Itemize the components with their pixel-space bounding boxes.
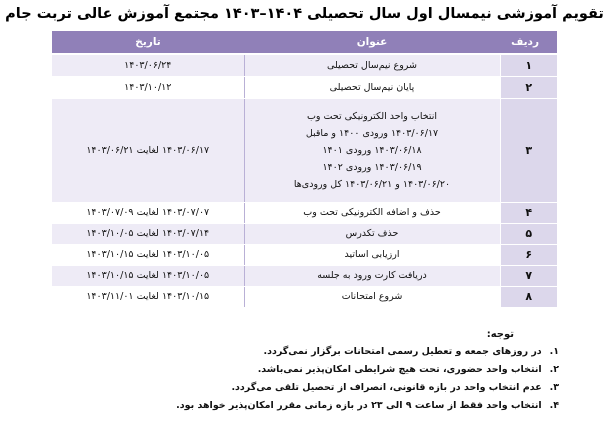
table-row bbox=[52, 244, 557, 265]
row-num: ۴ bbox=[500, 202, 557, 223]
header-date: تاریخ bbox=[52, 31, 244, 54]
calendar-table bbox=[52, 31, 557, 308]
row-num: ۶ bbox=[500, 244, 557, 265]
note-number: ۴. bbox=[549, 400, 559, 411]
row-subject: پایان نیم‌سال تحصیلی bbox=[244, 76, 500, 98]
row-num: ۱ bbox=[500, 54, 557, 76]
row-num: ۵ bbox=[500, 223, 557, 244]
table-row bbox=[52, 76, 557, 98]
table-header-row bbox=[52, 31, 557, 54]
note-item bbox=[139, 379, 559, 397]
subject-line: ۱۴۰۳/۰۶/۱۷ ورودی ۱۴۰۰ و ماقبل bbox=[305, 127, 439, 139]
page-title: تقویم آموزشی نیمسال اول سال تحصیلی ۱۴۰۴–۱۴۰۳ مجتمع آموزش عالی تربت جام bbox=[5, 6, 604, 22]
note-text: انتخاب واحد حضوری، تحت هیچ شرایطی امکان‌پذیر نمی‌باشد. bbox=[257, 364, 542, 375]
row-num: ۷ bbox=[500, 265, 557, 286]
note-text: در روزهای جمعه و تعطیل رسمی امتحانات برگزار نمی‌گردد. bbox=[263, 346, 542, 357]
row-subject: شروع نیم‌سال تحصیلی bbox=[244, 54, 500, 76]
row-subject: حذف تکدرس bbox=[244, 223, 500, 244]
row-date: ۱۴۰۳/۱۰/۱۵ لغایت ۱۴۰۳/۱۱/۰۱ bbox=[52, 286, 244, 307]
note-text: عدم انتخاب واحد در بازه قانونی، انصراف از تحصیل تلقی می‌گردد. bbox=[231, 382, 542, 393]
subject-line: ۱۴۰۳/۰۶/۲۰ و ۱۴۰۳/۰۶/۲۱ کل ورودی‌ها bbox=[293, 178, 451, 190]
header-num: ردیف bbox=[500, 31, 557, 54]
row-num: ۸ bbox=[500, 286, 557, 307]
table-row bbox=[52, 223, 557, 244]
row-num: ۲ bbox=[500, 76, 557, 98]
note-item bbox=[139, 361, 559, 379]
row-subject: شروع امتحانات bbox=[244, 286, 500, 307]
row-date: ۱۴۰۳/۰۷/۰۷ لغایت ۱۴۰۳/۰۷/۰۹ bbox=[52, 202, 244, 223]
table-row bbox=[52, 286, 557, 307]
row-subject: حذف و اضافه الکترونیکی تحت وب bbox=[244, 202, 500, 223]
row-date: ۱۴۰۳/۱۰/۱۲ bbox=[52, 76, 244, 98]
row-date: ۱۴۰۳/۰۶/۲۴ bbox=[52, 54, 244, 76]
table-row bbox=[52, 98, 557, 202]
row-subject: ارزیابی اساتید bbox=[244, 244, 500, 265]
note-text: انتخاب واحد فقط از ساعت ۹ الی ۲۳ در بازه زمانی مقرر امکان‌پذیر خواهد بود. bbox=[176, 400, 542, 411]
row-subject: دریافت کارت ورود به جلسه bbox=[244, 265, 500, 286]
row-date: ۱۴۰۳/۱۰/۰۵ لغایت ۱۴۰۳/۱۰/۱۵ bbox=[52, 265, 244, 286]
table-row bbox=[52, 265, 557, 286]
note-item bbox=[139, 343, 559, 361]
note-number: ۱. bbox=[549, 346, 559, 357]
subject-line: انتخاب واحد الکترونیکی تحت وب bbox=[306, 110, 438, 122]
table-row bbox=[52, 54, 557, 76]
note-item bbox=[139, 397, 559, 415]
note-number: ۲. bbox=[549, 364, 559, 375]
row-date: ۱۴۰۳/۱۰/۰۵ لغایت ۱۴۰۳/۱۰/۱۵ bbox=[52, 244, 244, 265]
row-subject bbox=[244, 98, 500, 202]
table-row bbox=[52, 202, 557, 223]
row-date: ۱۴۰۳/۰۶/۱۷ لغایت ۱۴۰۳/۰۶/۲۱ bbox=[52, 98, 244, 202]
note-number: ۳. bbox=[549, 382, 559, 393]
notes-section bbox=[139, 329, 559, 415]
header-subject: عنوان bbox=[244, 31, 500, 54]
row-date: ۱۴۰۳/۰۷/۱۴ لغایت ۱۴۰۳/۱۰/۰۵ bbox=[52, 223, 244, 244]
row-num: ۳ bbox=[500, 98, 557, 202]
notes-title: توجه: bbox=[486, 329, 514, 340]
subject-line: ۱۴۰۳/۰۶/۱۹ ورودی ۱۴۰۲ bbox=[322, 161, 422, 173]
subject-line: ۱۴۰۳/۰۶/۱۸ ورودی ۱۴۰۱ bbox=[322, 144, 422, 156]
